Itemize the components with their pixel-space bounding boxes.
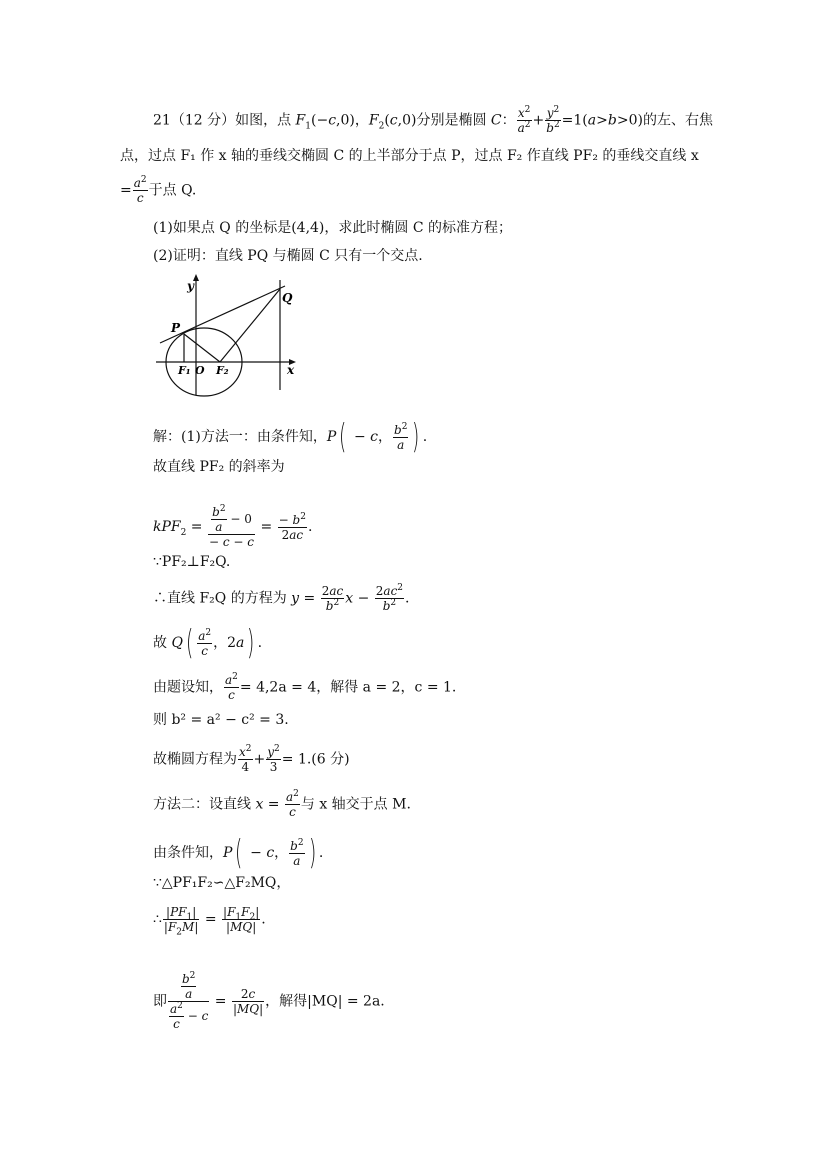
- solution-line-7: 由题设知， $\frac{a^2}{c}$ = 4,2a = 4，解得 a = 2，c = 1.: [153, 672, 457, 702]
- label-y: y: [187, 279, 194, 293]
- fraction: $\frac{b^2}{a}$: [290, 837, 304, 868]
- fraction: $\frac{x^2}{4}$: [239, 744, 252, 774]
- method-2-line-4: ∴ $\frac{|PF_1|}{|F_2M|}$ = $\frac{|F_1F_2|}{|MQ|}$ .: [153, 905, 266, 938]
- label-p: P: [170, 321, 180, 335]
- solution-line-4: ∵PF₂⊥F₂Q.: [153, 554, 231, 570]
- fraction: $\frac{y^2}{b^2}$: [546, 105, 560, 135]
- solution-line-8: 则 b² = a² − c² = 3.: [153, 712, 289, 728]
- fraction: $\frac{x^2}{a^2}$: [517, 105, 531, 135]
- fraction: $\frac{|F_1F_2|}{|MQ|}$: [223, 905, 260, 934]
- fraction: $\frac{a^2}{c}$: [198, 627, 212, 658]
- solution-line-5: ∴直线 F₂Q 的方程为 y = $\frac{2ac}{b^2}$ x − $\frac{2ac^2}{b^2}$ .: [153, 583, 410, 613]
- fraction: $\frac{b^2}{a}$: [394, 421, 408, 452]
- segment-pf2: [184, 334, 220, 362]
- solution-line-9: 故椭圆方程为 $\frac{x^2}{4}$ + $\frac{y^2}{3}$ = 1.(6 分): [153, 744, 350, 774]
- fraction: $\frac{a^2}{c}$: [225, 672, 238, 702]
- fraction: $\frac{2ac}{b^2}$: [321, 584, 344, 613]
- solution-slope: kPF$_2$ = $\frac{b^2}{a}$ − 0 − c − c = $\frac{- b^2}{2ac}$ .: [153, 504, 313, 549]
- label-f1: F₁: [178, 364, 191, 377]
- method-2-line-1: 方法二：设直线 x = $\frac{a^2}{c}$ 与 x 轴交于点 M.: [153, 789, 411, 819]
- solution-line-6: 故 Q( $\frac{a^2}{c}$ ，2a) .: [153, 623, 263, 663]
- fraction: $\frac{a^2}{c}$: [133, 175, 147, 205]
- fraction: $\frac{b^2}{a}$ − 0 − c − c: [209, 504, 255, 549]
- solution-line-1: 解：(1)方法一：由条件知，P( − c， $\frac{b^2}{a}$ ) .: [153, 417, 428, 457]
- label-x: x: [287, 363, 295, 377]
- method-2-line-2: 由条件知，P( − c， $\frac{b^2}{a}$ ) .: [153, 833, 324, 873]
- label-q: Q: [282, 291, 293, 305]
- problem-line-1: 21（12 分）如图，点 $F_1(-c,0)$，$F_2(c,0)$分别是椭圆 C： $\frac{x^2}{a^2}$ + $\frac{y^2}{b^2}$ =1(a>b>0)的左、右焦: [153, 105, 713, 135]
- label-f2: F₂: [216, 364, 229, 377]
- fraction: $\frac{b^2}{a}$ $\frac{a^2}{c}$ − c: [170, 971, 209, 1031]
- problem-line-3: = $\frac{a^2}{c}$ 于点 Q.: [120, 175, 197, 205]
- ellipse-figure: [150, 270, 310, 400]
- problem-line-2: 点，过点 F₁ 作 x 轴的垂线交椭圆 C 的上半部分于点 P，过点 F₂ 作直线 PF₂ 的垂线交直线 x: [120, 148, 699, 164]
- question-2: (2)证明：直线 PQ 与椭圆 C 只有一个交点.: [153, 248, 423, 264]
- fraction: $\frac{a^2}{c}$: [286, 789, 299, 819]
- method-2-line-3: ∵△PF₁F₂∽△F₂MQ，: [153, 875, 291, 891]
- solution-line-2: 故直线 PF₂ 的斜率为: [153, 459, 285, 475]
- fraction: $\frac{- b^2}{2ac}$: [278, 511, 306, 542]
- label-o: O: [195, 364, 205, 377]
- fraction: $\frac{2ac^2}{b^2}$: [375, 583, 404, 613]
- method-2-line-5: 即 $\frac{b^2}{a}$ $\frac{a^2}{c}$ − c = $\frac{2c}{|MQ|}$ ，解得|MQ| = 2a.: [153, 971, 385, 1031]
- fraction: $\frac{|PF_1|}{|F_2M|}$: [163, 905, 199, 938]
- segment-f2q: [220, 289, 280, 362]
- fraction: $\frac{2c}{|MQ|}$: [232, 987, 264, 1016]
- fraction: $\frac{y^2}{3}$: [267, 744, 280, 774]
- question-1: (1)如果点 Q 的坐标是(4,4)，求此时椭圆 C 的标准方程；: [153, 220, 513, 236]
